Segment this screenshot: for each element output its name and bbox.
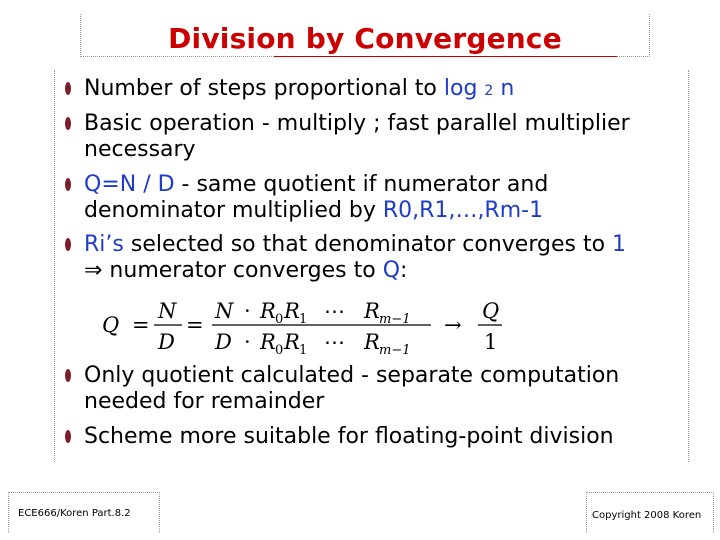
title-frame xyxy=(80,14,650,57)
formula-arrow: → xyxy=(444,313,462,337)
bullet-3-text: - same quotient if numerator and xyxy=(174,172,549,197)
formula-dot-2: · xyxy=(244,330,251,354)
bullet-icon xyxy=(61,178,74,191)
bullet-icon xyxy=(61,82,74,95)
q-equation: Q=N / D xyxy=(84,172,175,197)
formula-rmb: R xyxy=(364,330,380,354)
formula-r0b-sub: 0 xyxy=(275,343,284,358)
bullet-4-text: selected so that denominator converges to xyxy=(123,232,613,257)
formula-rm-sub: m−1 xyxy=(379,312,411,327)
bullet-icon xyxy=(61,369,74,382)
formula-q: Q xyxy=(102,313,120,337)
formula-r1b-sub: 1 xyxy=(299,343,308,358)
bullet-6-line-1: Scheme more suitable for floating-point division xyxy=(84,424,614,449)
formula-r1b: R xyxy=(284,330,300,354)
bullet-5-line-1: Only quotient calculated - separate computation xyxy=(84,363,620,388)
colon-text: : xyxy=(400,258,408,283)
bullet-5-line-2: needed for remainder xyxy=(84,389,325,414)
formula-r1-sub: 1 xyxy=(299,312,308,327)
n-text: n xyxy=(500,76,515,101)
slide-title: Division by Convergence xyxy=(168,22,562,55)
implies-icon: ⇒ xyxy=(84,258,103,283)
footer-right: Copyright 2008 Koren xyxy=(592,510,702,521)
ri-text: Ri’s xyxy=(84,232,124,257)
bullet-icon xyxy=(61,430,74,443)
r-list: R0,R1,…,Rm-1 xyxy=(382,198,544,223)
title-underline xyxy=(274,56,617,57)
formula-rm: R xyxy=(364,299,380,323)
bullet-3-line-2 xyxy=(84,198,543,224)
log-text: log xyxy=(443,76,478,101)
formula-r0b: R xyxy=(260,330,276,354)
bullet-3-line-1 xyxy=(84,172,548,198)
formula-q2: Q xyxy=(482,299,500,323)
formula-eq-1: = xyxy=(132,313,150,337)
formula-d2: D xyxy=(215,330,232,354)
footer-left: ECE666/Koren Part.8.2 xyxy=(18,508,131,519)
formula-r0: R xyxy=(260,299,276,323)
formula-d: D xyxy=(158,330,175,354)
formula-n2: N xyxy=(215,299,234,323)
bullet-1-text: Number of steps proportional to xyxy=(84,76,444,101)
bullet-3-text-2: denominator multiplied by xyxy=(84,198,383,223)
formula-r1: R xyxy=(284,299,300,323)
formula-cdots-2: ⋯ xyxy=(324,330,345,354)
log-base: 2 xyxy=(484,83,494,99)
bullet-icon xyxy=(61,238,74,251)
bullet-2-line-1: Basic operation - multiply ; fast parallel multiplier xyxy=(84,111,630,136)
formula xyxy=(98,292,508,358)
formula-rmb-sub: m−1 xyxy=(379,343,411,358)
one-text: 1 xyxy=(612,232,627,257)
formula-eq-2: = xyxy=(186,313,204,337)
bullet-icon xyxy=(61,117,74,130)
formula-r0-sub: 0 xyxy=(275,312,284,327)
formula-dot-1: · xyxy=(244,299,251,323)
q-text: Q xyxy=(382,258,401,283)
bullet-4-line-2 xyxy=(84,258,407,284)
formula-cdots-1: ⋯ xyxy=(324,299,345,323)
bullet-4-text-2: numerator converges to xyxy=(102,258,383,283)
bullet-4-line-1 xyxy=(84,232,626,258)
bullet-1 xyxy=(84,76,514,104)
formula-one: 1 xyxy=(484,330,498,354)
formula-n: N xyxy=(158,299,177,323)
bullet-2-line-2: necessary xyxy=(84,137,196,162)
